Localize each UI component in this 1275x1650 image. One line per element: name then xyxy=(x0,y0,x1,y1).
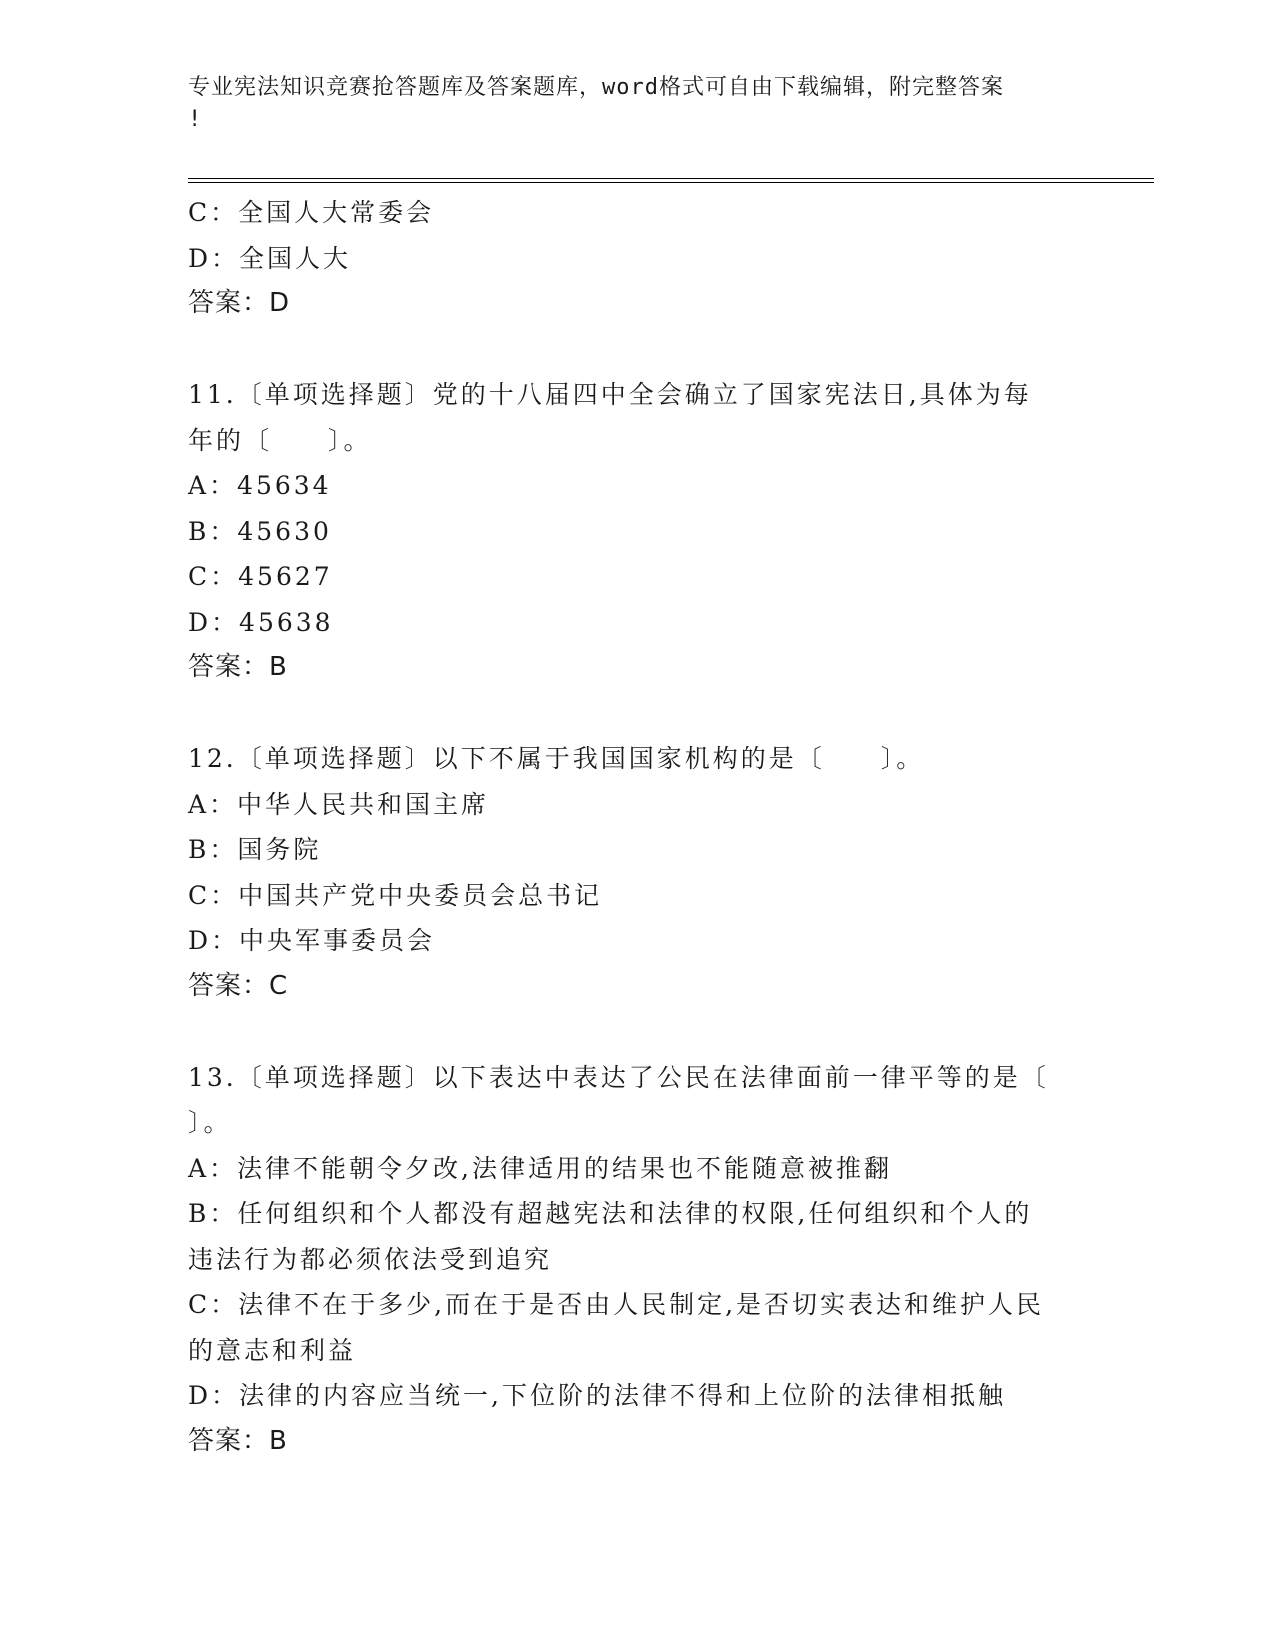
option-a: A：45634 xyxy=(188,471,332,500)
answer: 答案：C xyxy=(188,970,289,1001)
option-d: D：中央军事委员会 xyxy=(188,926,436,955)
option-b: B：国务院 xyxy=(188,835,322,864)
option-b: B：任何组织和个人都没有超越宪法和法律的权限,任何组织和个人的 xyxy=(188,1199,1033,1228)
option-c: C：法律不在于多少,而在于是否由人民制定,是否切实表达和维护人民 xyxy=(188,1290,1045,1319)
option-c: C：全国人大常委会 xyxy=(188,198,435,227)
answer: 答案：B xyxy=(188,1425,288,1456)
question-13 xyxy=(188,1055,1088,1465)
spacer xyxy=(188,327,1088,373)
header-title-line2: ! xyxy=(188,107,203,132)
option-a: A：法律不能朝令夕改,法律适用的结果也不能随意被推翻 xyxy=(188,1153,893,1183)
option-c: C：中国共产党中央委员会总书记 xyxy=(188,880,603,910)
option-d: D：全国人大 xyxy=(188,243,352,273)
option-d: D：45638 xyxy=(188,607,334,637)
question-stem: 12.〔单项选择题〕以下不属于我国国家机构的是〔 〕。 xyxy=(188,744,925,773)
question-11 xyxy=(188,372,1088,691)
header-divider xyxy=(188,178,1154,183)
question-stem-cont: 年的〔 〕。 xyxy=(188,425,372,455)
option-d: D：法律的内容应当统一,下位阶的法律不得和上位阶的法律相抵触 xyxy=(188,1381,1006,1410)
spacer xyxy=(188,691,1088,737)
question-stem-cont: 〕。 xyxy=(188,1108,232,1137)
question-12 xyxy=(188,736,1088,1009)
answer: 答案：B xyxy=(188,652,288,682)
spacer xyxy=(188,1009,1088,1055)
option-c-cont: 的意志和利益 xyxy=(188,1335,357,1365)
header-title-line1: 专业宪法知识竞赛抢答题库及答案题库，word格式可自由下载编辑，附完整答案 xyxy=(188,75,1004,100)
option-a: A：中华人民共和国主席 xyxy=(188,789,490,819)
option-b-cont: 违法行为都必须依法受到追究 xyxy=(188,1244,553,1274)
option-c: C：45627 xyxy=(188,562,333,591)
page-header xyxy=(188,72,1068,136)
question-list xyxy=(188,190,1088,1464)
answer: 答案：D xyxy=(188,288,291,318)
question-stem: 11.〔单项选择题〕党的十八届四中全会确立了国家宪法日,具体为每 xyxy=(188,380,1032,409)
option-b: B：45630 xyxy=(188,516,332,546)
prev-question-tail xyxy=(188,190,1088,327)
question-stem: 13.〔单项选择题〕以下表达中表达了公民在法律面前一律平等的是〔 xyxy=(188,1062,1049,1092)
